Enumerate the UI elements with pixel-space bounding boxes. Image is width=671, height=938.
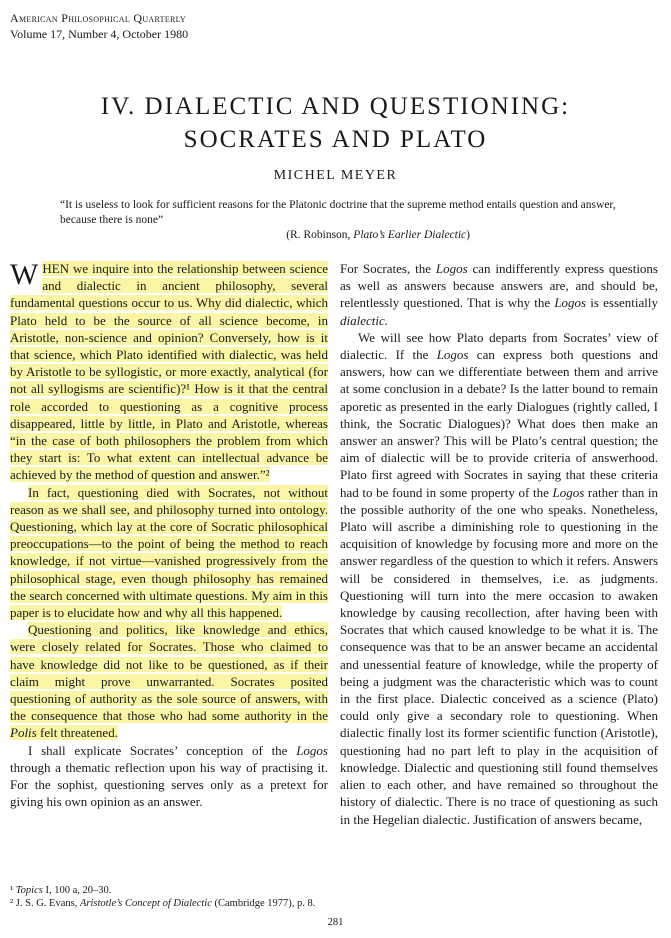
logos-italic: Logos <box>296 742 328 758</box>
attribution-suffix: ) <box>466 229 470 241</box>
article-author: MICHEL MEYER <box>273 168 398 183</box>
highlighted-text: In fact, questioning died with Socrates, not without reason as we shall see, and philosophy turned into ontology. Questioning, which lay at the core of Socratic philosophical preoccupations—to the point of being the method to reach knowledge, if not virtue—vanished progressively from the philosophical stage, even though philosophy has remained the search concerned with ultimate questions. My aim in this paper is to elucidate how and why all this happened. <box>10 484 328 621</box>
p4-text-b: through a thematic reflection upon his way of practising it. For the sophist, questioning serves only as a pretext for giving his own opinion as an answer. <box>10 759 328 810</box>
paragraph-3 <box>10 621 328 741</box>
logos-italic: Logos <box>435 261 468 276</box>
paragraph-4 <box>10 742 328 811</box>
paragraph-2 <box>10 484 328 622</box>
paragraph-r1 <box>340 260 658 329</box>
journal-name: American Philosophical Quarterly <box>10 11 187 25</box>
journal-issue: Volume 17, Number 4, October 1980 <box>10 27 189 41</box>
article-title-line-2: SOCRATES AND PLATO <box>183 126 488 153</box>
r1-text-a: For Socrates, the <box>340 261 436 276</box>
logos-italic: Logos <box>552 484 585 500</box>
polis-italic: Polis <box>10 725 37 741</box>
r2-text-a: We will see how Plato departs from Socrates’ view of dialectic. If the <box>340 329 658 363</box>
fn1-rest: I, 100 a, 20–30. <box>42 885 112 896</box>
right-column <box>340 260 658 828</box>
page-number: 281 <box>327 917 344 928</box>
fn2-text-b: (Cambridge 1977), p. 8. <box>211 898 316 909</box>
footnotes <box>10 884 315 910</box>
drop-cap: W <box>10 258 39 291</box>
dialectic-italic: dialectic. <box>340 312 389 328</box>
paragraph-r2 <box>340 329 658 828</box>
article-title-line-1: IV. DIALECTIC AND QUESTIONING: <box>100 93 571 120</box>
fn2-work: Aristotle’s Concept of Dialectic <box>79 898 212 909</box>
r1-text-c: is essentially <box>586 295 659 311</box>
left-column <box>10 260 328 811</box>
r2-text-b: can express both questions and answers, how can we differentiate between them and arrive at some conclusion in a debate? Is the latter bound to remain aporetic as presented in the early Dialogues (rightly called, I think, the Socratic Dialogues)? What does then make an answer an answer? This will be Plato’s central question; the aim of dialectic will be to provide criteria of answerhood. Plato first agreed with Socrates in saying that these criteria had to be found in some property of the <box>340 347 658 500</box>
fn2-text-a: ² J. S. G. Evans, <box>10 898 80 909</box>
journal-header <box>10 10 188 42</box>
highlighted-text: HEN we inquire into the relationship between science and dialectic in ancient philosophy, several fundamental questions occur to us. Why did dialectic, which Plato held to be the source of all science become, in Aristotle, non-science and opinion? Conversely, how is it that science, which Plato identified with dialectic, was held by Aristotle to be syllogistic, or more exactly, analytical (for not all syllogisms are scientific)?¹ How is it that the central role accorded to questioning as a cognitive process disappeared, little by little, in Plato and Aristotle, whereas “in the case of both philosophers the problem from which they start is: To what extent can intellectual advance be achieved by the method of question and answer.”² <box>10 261 328 483</box>
logos-italic: Logos <box>554 295 587 311</box>
attribution-prefix: (R. Robinson, <box>286 229 354 241</box>
p4-text-a: I shall explicate Socrates’ conception of the <box>28 742 297 758</box>
highlighted-text: felt threatened. <box>36 725 118 741</box>
attribution-work: Plato’s Earlier Dialectic <box>353 229 467 241</box>
epigraph <box>60 198 620 243</box>
r1-text-b: can indifferently express questions as well as answers because answers are, and should be, relentlessly questioned. That is why the <box>340 261 658 311</box>
paragraph-1 <box>10 260 328 484</box>
highlighted-text: Questioning and politics, like knowledge and ethics, were closely related for Socrates. Those who claimed to have knowledge did not like to be questioned, as if their claim might prove unwarranted. Socrates posited questioning of authority as the sole source of answers, with the consequence that those who had some authority in the <box>10 622 328 724</box>
fn1-work: Topics <box>15 885 43 896</box>
r2-text-c: rather than in the possible authority of the one who speaks. Nonetheless, Plato will ascribe a diminishing role to questioning in the acquisition of knowledge by focusing more and more on the answer regardless of the question to which it refers. Answers will be considered in themselves, i.e. as judgments. Questioning will turn into the mere occasion to awaken knowledge by causing recollection, after having been with Socrates that which caused knowledge to be what it is. The consequence was that to be an answer became an accidental and unessential feature of knowledge, while the property of being a judgment was the characteristic which was to count in the first place. Dialectic conceived as a science (Plato) could only give a secondary role to questioning. When dialectic finally lost its former scientific function (Aristotle), questioning had no part left to play in the acquisition of knowledge. Dialectic and questioning still found themselves alien to each other, and have remained so throughout the history of dialectic. There is no trace of questioning as such in the Hegelian dialectic. Justification of answers became, <box>340 484 658 827</box>
footnote-1 <box>10 884 315 897</box>
logos-italic: Logos <box>436 347 469 363</box>
epigraph-quote: “It is useless to look for sufficient reasons for the Platonic doctrine that the supreme method entails question and answer, because there is none” <box>60 199 616 226</box>
fn1-mark: ¹ <box>10 885 16 896</box>
highlighted-text <box>10 725 37 740</box>
epigraph-attribution <box>60 228 620 243</box>
footnote-2 <box>10 897 315 910</box>
